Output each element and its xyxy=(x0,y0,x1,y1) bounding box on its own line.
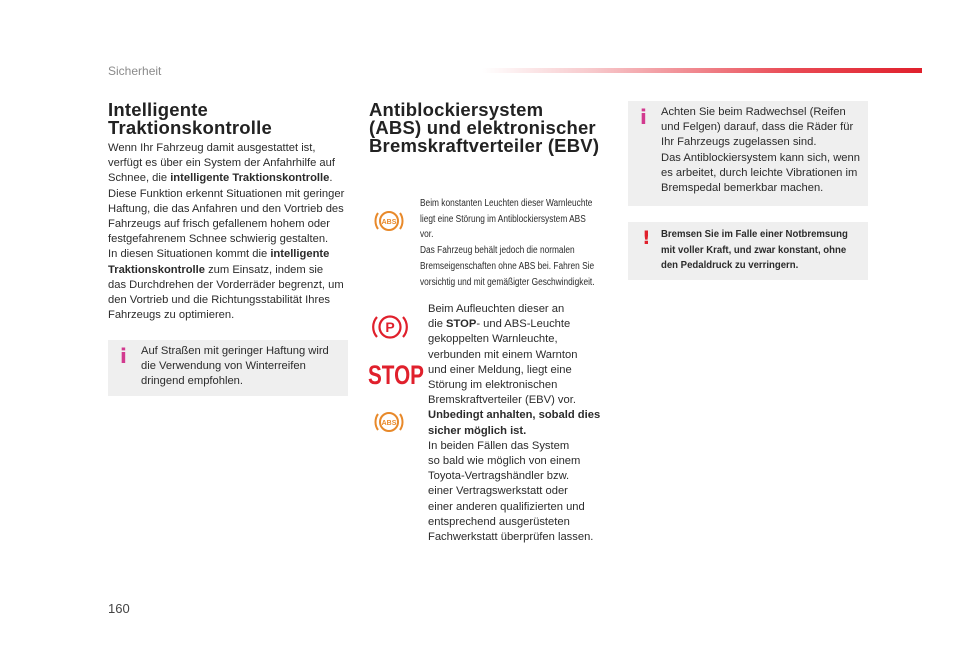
traction-body-line-bold: Traktionskontrolle xyxy=(108,263,205,276)
abs-warning-icon-2 xyxy=(372,408,406,436)
abs-warning2-line xyxy=(428,484,628,499)
abs-warning1-line: liegt eine Störung im Antiblockiersystem ABS xyxy=(420,213,586,225)
abs-title-line-3: Bremskraftverteiler (EBV) xyxy=(369,135,600,156)
abs-warning2-line-text: In beiden Fällen das System xyxy=(428,439,570,452)
traction-body-line xyxy=(108,308,353,323)
abs-icon-2-text: ABS xyxy=(381,420,397,427)
stop-icon-text: STOP xyxy=(368,360,424,390)
traction-body-line xyxy=(108,247,353,262)
traction-body-line-bold: intelligente Traktionskontrolle xyxy=(170,172,330,185)
abs-warning2-line xyxy=(428,454,628,469)
traction-body-line-text: Schnee, die xyxy=(108,172,171,185)
abs-section xyxy=(369,101,619,155)
abs-title-line-2: (ABS) und elektronischer xyxy=(369,117,596,138)
warning-icon: ! xyxy=(642,227,651,249)
traction-body-line-text: Fahrzeugs auf frisch gefallenem hohem oder xyxy=(108,218,331,231)
abs-warning-icon xyxy=(372,207,406,235)
braking-warning-box xyxy=(628,222,868,280)
abs-title-line-1: Antiblockiersystem xyxy=(369,99,544,120)
abs-warning2-line-text: und einer Meldung, liegt eine xyxy=(428,363,572,376)
traction-body-line-bold: intelligente xyxy=(270,248,330,261)
abs-warning2-line xyxy=(428,408,628,423)
wheel-info-text xyxy=(661,105,866,196)
abs-warning1-line: Bremseigenschaften ohne ABS bei. Fahren Sie xyxy=(420,260,595,272)
abs-warning2-line-text: Toyota-Vertragshändler bzw. xyxy=(428,470,570,483)
abs-warning2-line-text: einer Vertragswerkstatt oder xyxy=(428,485,568,498)
traction-body-line-text: . xyxy=(329,172,333,185)
abs-warning2-line xyxy=(428,302,628,317)
traction-body-line xyxy=(108,293,353,308)
traction-title-line-2: Traktionskontrolle xyxy=(108,117,272,138)
abs-title xyxy=(369,101,619,155)
wheel-info-line: Ihr Fahrzeugs zugelassen sind. xyxy=(661,136,817,149)
abs-warning2-line-text: verbunden mit einem Warnton xyxy=(428,348,578,361)
traction-body-line xyxy=(108,171,353,186)
braking-warning-text xyxy=(661,227,863,274)
abs-warning2-line xyxy=(428,439,628,454)
abs-warning2-line xyxy=(428,332,628,347)
abs-warning2-line-text: Fachwerkstatt überprüfen lassen. xyxy=(428,531,594,544)
traction-body-line xyxy=(108,217,353,232)
wheel-info-line: Bremspedal bemerkbar machen. xyxy=(661,182,824,195)
abs-warning2-line-bold: Unbedingt anhalten, sobald dies xyxy=(428,409,601,422)
wheel-info-box xyxy=(628,101,868,206)
traction-body-line-text: Haftung, die das Anfahren und den Vortrieb des xyxy=(108,202,344,215)
traction-section xyxy=(108,101,348,137)
traction-body-line xyxy=(108,156,353,171)
abs-warning2-line-bold: sicher möglich ist. xyxy=(428,424,527,437)
traction-body-line xyxy=(108,141,353,156)
braking-warning-line: mit voller Kraft, und zwar konstant, ohne xyxy=(661,244,847,256)
abs-warning1 xyxy=(420,196,620,292)
abs-warning2-line xyxy=(428,363,628,378)
abs-icon-text: ABS xyxy=(381,219,397,226)
abs-warning2-line xyxy=(428,530,628,545)
abs-warning2-line xyxy=(428,393,628,408)
abs-warning2-line-text: die xyxy=(428,318,447,331)
abs-warning2-line-text: einer anderen qualifizierten und xyxy=(428,500,585,513)
info-icon-2: i xyxy=(640,105,647,129)
traction-body xyxy=(108,141,353,323)
brake-icon-text: P xyxy=(385,319,395,335)
traction-body-line xyxy=(108,232,353,247)
abs-warning2-line-text: Störung im elektronischen xyxy=(428,379,558,392)
traction-title xyxy=(108,101,348,137)
stop-warning-icon xyxy=(368,359,424,389)
abs-warning2-line-text: - und ABS-Leuchte xyxy=(476,318,571,331)
abs-warning2-line-text: gekoppelten Warnleuchte, xyxy=(428,333,558,346)
wheel-info-line: und Felgen) darauf, dass die Räder für xyxy=(661,121,854,134)
abs-warning2-line xyxy=(428,515,628,530)
section-title: Sicherheit xyxy=(108,64,162,78)
traction-body-line-text: Fahrzeugs zu optimieren. xyxy=(108,309,235,322)
abs-warning2-line xyxy=(428,469,628,484)
abs-warning1-line: Das Fahrzeug behält jedoch die normalen xyxy=(420,245,575,257)
info-icon: i xyxy=(120,344,127,368)
abs-warning1-line: Beim konstanten Leuchten dieser Warnleuchte xyxy=(420,198,593,209)
abs-warning2-line-text: Bremskraftverteiler (EBV) vor. xyxy=(428,394,576,407)
traction-title-line-1: Intelligente xyxy=(108,99,209,120)
abs-warning2-line xyxy=(428,424,628,439)
abs-warning1-line: vor. xyxy=(420,229,434,241)
traction-body-line-text: verfügt es über ein System der Anfahrhilfe auf xyxy=(108,157,335,170)
traction-info-text xyxy=(141,344,346,390)
wheel-info-line: Achten Sie beim Radwechsel (Reifen xyxy=(661,106,846,118)
traction-body-line-text: das Durchdrehen der Vorderräder begrenzt, um xyxy=(108,278,344,291)
header-accent-bar xyxy=(482,68,922,73)
abs-warning2-line xyxy=(428,500,628,515)
traction-body-line xyxy=(108,278,353,293)
traction-info-box xyxy=(108,340,348,396)
abs-warning2-line-text: entsprechend ausgerüsteten xyxy=(428,515,570,528)
wheel-info-line: es arbeitet, durch leichte Vibrationen im xyxy=(661,166,858,179)
traction-body-line-text: Diese Funktion erkennt Situationen mit geringer xyxy=(108,187,345,200)
abs-warning1-text xyxy=(420,196,606,290)
abs-warning2-line-text: so bald wie möglich von einem xyxy=(428,455,581,468)
traction-body-line-text: den Vortrieb und die Richtungsstabilität Ihres xyxy=(108,294,331,307)
traction-body-line-text: Wenn Ihr Fahrzeug damit ausgestattet ist, xyxy=(108,142,316,154)
traction-body-line xyxy=(108,202,353,217)
braking-warning-line: den Pedaldruck zu verringern. xyxy=(661,260,799,271)
traction-info-line: Auf Straßen mit geringer Haftung wird xyxy=(141,345,329,357)
abs-warning2-line xyxy=(428,378,628,393)
abs-warning1-line: vorsichtig und mit gemäßigter Geschwindigkeit. xyxy=(420,276,595,288)
traction-info-line: dringend empfohlen. xyxy=(141,375,244,388)
braking-warning-line: Bremsen Sie im Falle einer Notbremsung xyxy=(661,229,848,240)
traction-info-line: die Verwendung von Winterreifen xyxy=(141,360,306,373)
abs-warning2-line xyxy=(428,348,628,363)
traction-body-line-text: In diesen Situationen kommt die xyxy=(108,248,271,261)
abs-warning2-line-text: Beim Aufleuchten dieser an xyxy=(428,303,565,315)
page-number: 160 xyxy=(108,601,130,616)
brake-warning-icon xyxy=(371,311,409,343)
abs-warning2-text xyxy=(428,302,628,545)
traction-body-line-text: festgefahrenem Schnee schwierig gestalten. xyxy=(108,233,329,246)
abs-warning2-line xyxy=(428,317,628,332)
traction-body-line xyxy=(108,187,353,202)
abs-warning2-line-bold: STOP xyxy=(446,318,477,331)
traction-body-line xyxy=(108,263,353,278)
traction-body-line-text: zum Einsatz, indem sie xyxy=(204,263,324,276)
wheel-info-line: Das Antiblockiersystem kann sich, wenn xyxy=(661,151,860,164)
